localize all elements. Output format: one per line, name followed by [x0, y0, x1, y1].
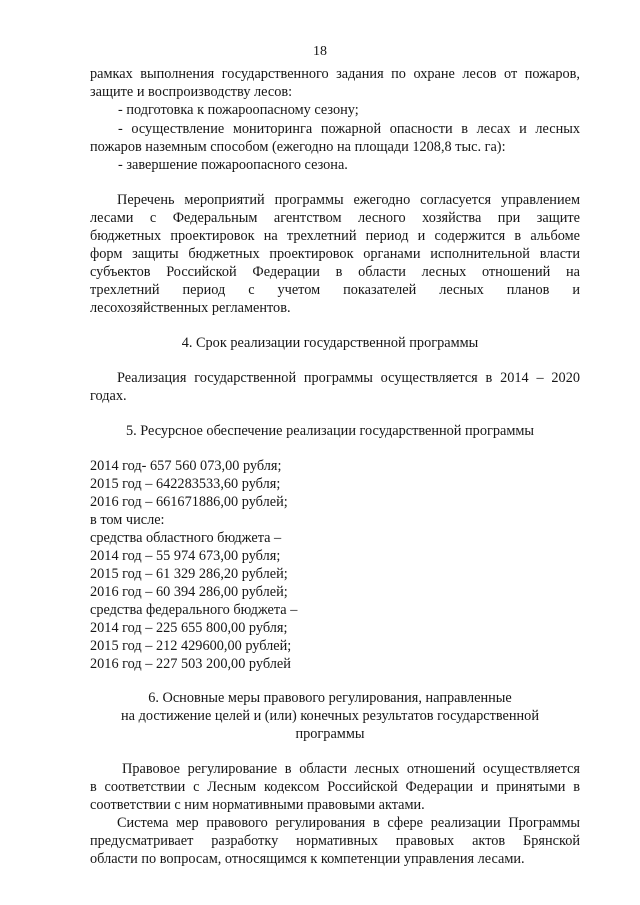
text-line: рамках выполнения государственного задания по охране лесов от пожаров, — [90, 66, 580, 82]
list-item: - завершение пожароопасного сезона. — [118, 157, 348, 173]
text-line: Правовое регулирование в области лесных отношений осуществляется — [122, 761, 580, 777]
text-line: соответствии с ним нормативными правовыми актами. — [90, 797, 425, 813]
text-line: Перечень мероприятий программы ежегодно согласуется управлением — [117, 192, 580, 208]
section-5-heading: 5. Ресурсное обеспечение реализации государственной программы — [125, 423, 535, 439]
budget-line: средства федерального бюджета – — [90, 602, 298, 618]
text-line: Система мер правового регулирования в сфере реализации Программы — [117, 815, 580, 831]
text-line: области по вопросам, относящимся к компетенции управления лесами. — [90, 851, 525, 867]
section-4-heading: 4. Срок реализации государственной программы — [181, 335, 479, 351]
budget-line: 2014 год – 225 655 800,00 рубля; — [90, 620, 288, 636]
text-line: предусматривает разработку нормативных правовых актов Брянской — [90, 833, 580, 849]
text-line: бюджетных проектировок на трехлетний период и содержится в альбоме — [90, 228, 580, 244]
budget-line: 2016 год – 60 394 286,00 рублей; — [90, 584, 288, 600]
text-line: в соответствии с Лесным кодексом Российской Федерации и принятыми в — [90, 779, 580, 795]
budget-line: 2014 год – 55 974 673,00 рубля; — [90, 548, 281, 564]
budget-line: 2016 год – 661671886,00 рублей; — [90, 494, 288, 510]
text-line: форм защиты бюджетных проектировок органами исполнительной власти — [90, 246, 580, 262]
text-line: годах. — [90, 388, 127, 404]
section-6-heading: на достижение целей и (или) конечных результатов государственной — [121, 708, 539, 724]
text-line: пожаров наземным способом (ежегодно на площади 1208,8 тыс. га): — [90, 139, 506, 155]
budget-line: 2015 год – 212 429600,00 рублей; — [90, 638, 292, 654]
budget-line: 2015 год – 61 329 286,20 рублей; — [90, 566, 288, 582]
text-line: Реализация государственной программы осуществляется в 2014 – 2020 — [117, 370, 580, 386]
text-line: лесами с Федеральным агентством лесного хозяйства при защите — [90, 210, 580, 226]
text-line: субъектов Российской Федерации в области лесных отношений на — [90, 264, 580, 280]
text-line: защите и воспроизводству лесов: — [90, 84, 293, 100]
list-item: - осуществление мониторинга пожарной опасности в лесах и лесных — [118, 121, 580, 137]
list-item: - подготовка к пожароопасному сезону; — [118, 102, 359, 118]
budget-line: 2016 год – 227 503 200,00 рублей — [90, 656, 291, 672]
page-number: 18 — [313, 44, 327, 59]
budget-line: 2015 год – 642283533,60 рубля; — [90, 476, 281, 492]
section-6-heading: 6. Основные меры правового регулирования, направленные — [148, 690, 512, 706]
budget-line: средства областного бюджета – — [90, 530, 282, 546]
text-line: трехлетний период с учетом показателей лесных планов и — [90, 282, 580, 298]
budget-line: 2014 год- 657 560 073,00 рубля; — [90, 458, 282, 474]
section-6-heading: программы — [295, 726, 365, 742]
budget-line: в том числе: — [90, 512, 165, 528]
text-line: лесохозяйственных регламентов. — [90, 300, 291, 316]
